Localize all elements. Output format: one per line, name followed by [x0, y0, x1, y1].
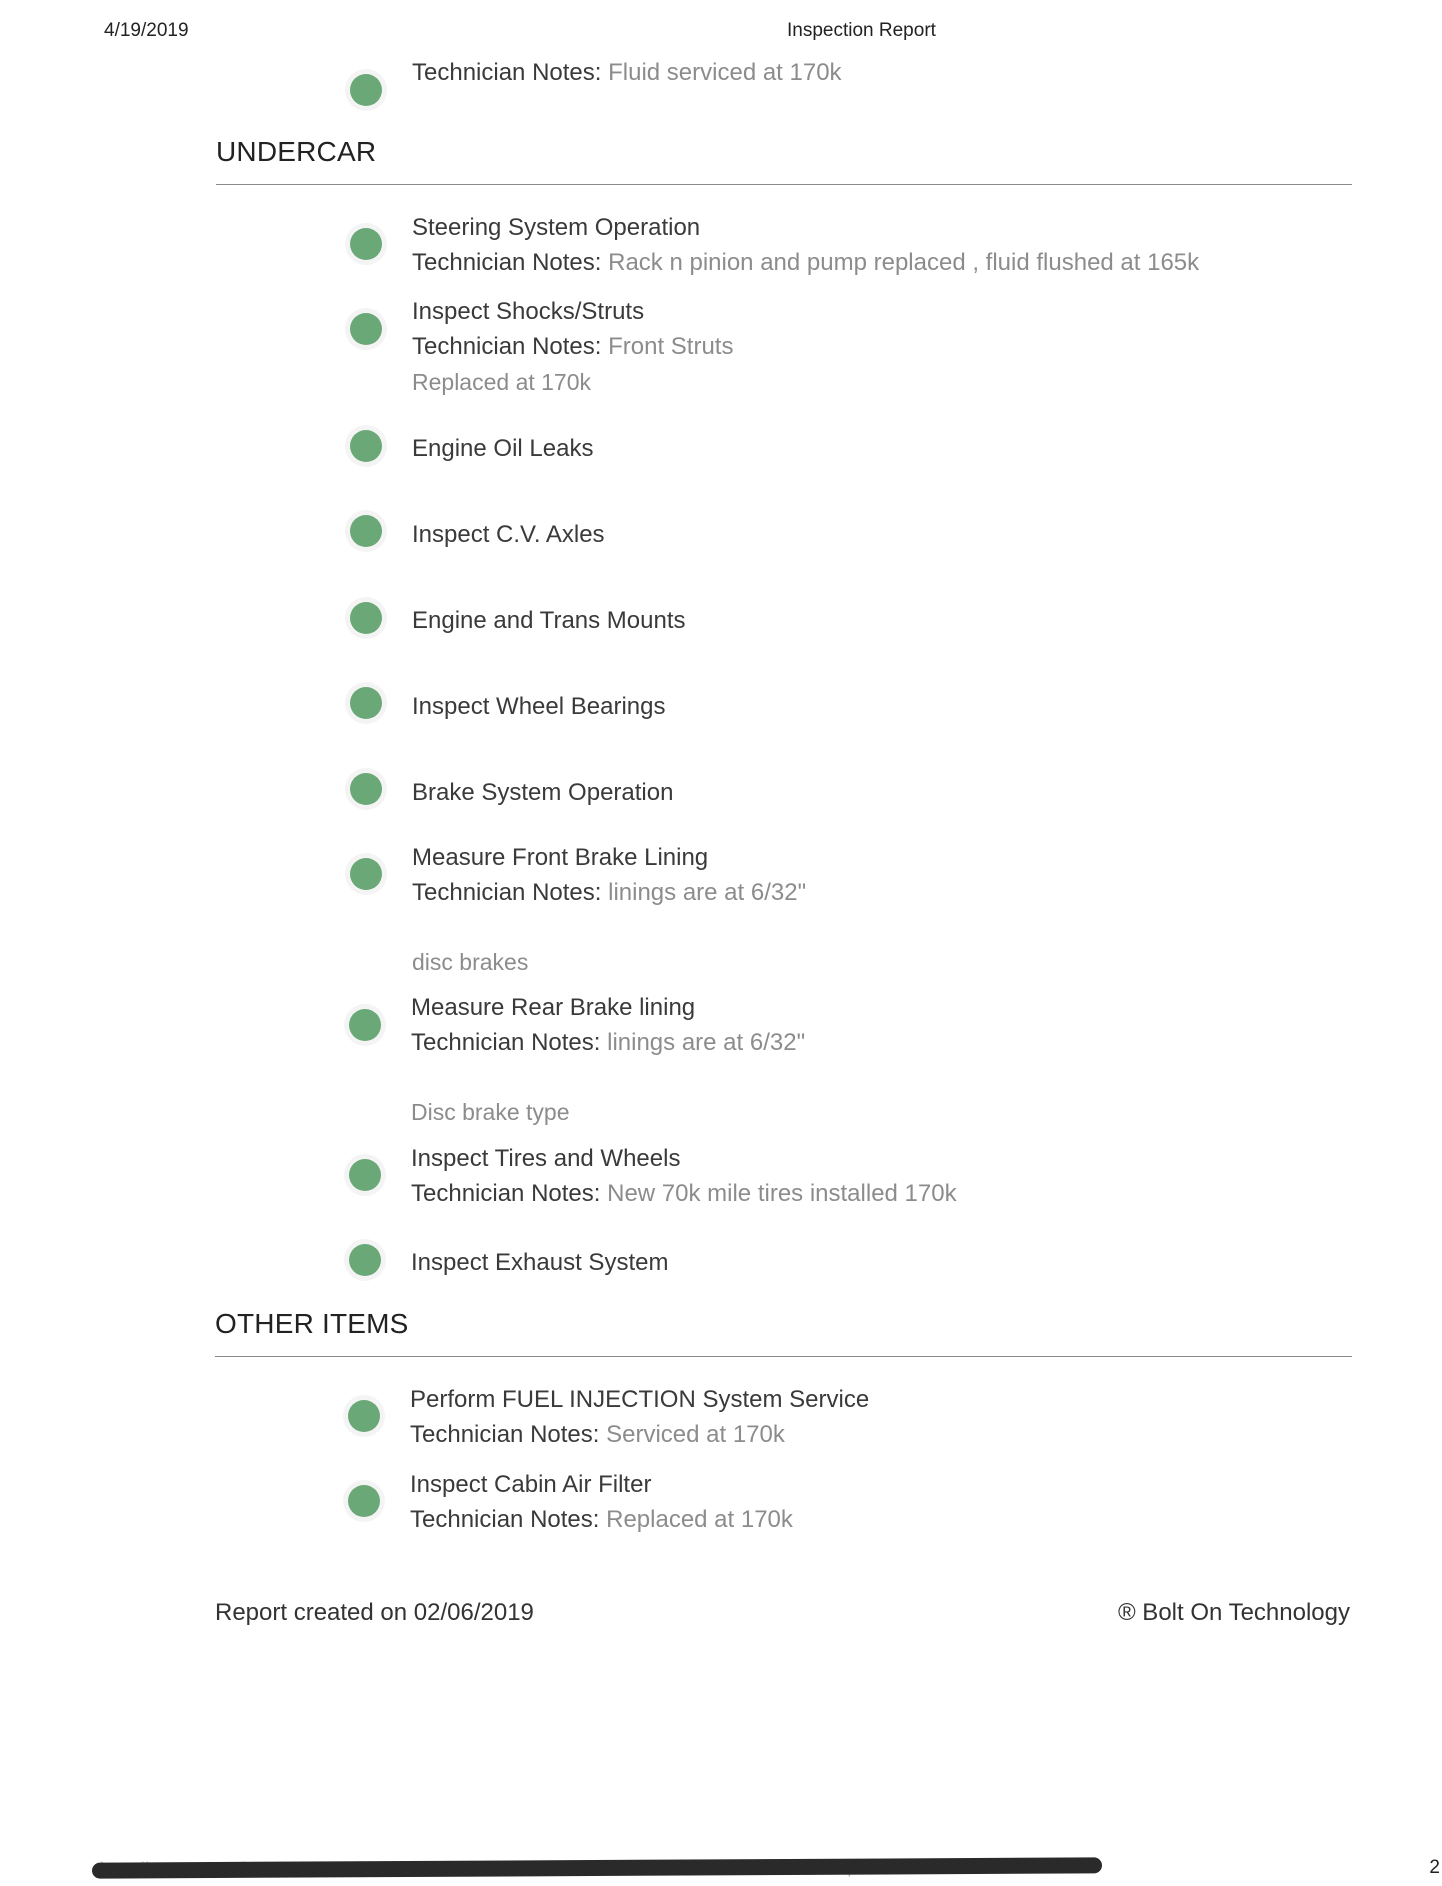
section-title-other-items: OTHER ITEMS: [215, 1308, 409, 1339]
status-dot-icon: [348, 1485, 380, 1517]
report-created-date: Report created on 02/06/2019: [215, 1599, 534, 1626]
inspection-item-title: Inspect C.V. Axles: [412, 521, 605, 548]
technician-notes-text: Front Struts: [608, 333, 734, 360]
technician-notes: [412, 249, 1199, 277]
status-dot-icon: [349, 1009, 381, 1041]
print-date: 4/19/2019: [104, 20, 189, 41]
technician-notes: [412, 879, 806, 907]
technician-notes-label: Technician Notes:: [412, 879, 602, 906]
status-dot-icon: [350, 602, 382, 634]
inspection-item-title: Inspect Wheel Bearings: [412, 693, 666, 720]
inspection-item-title: Measure Rear Brake lining: [411, 994, 696, 1021]
status-dot-icon: [350, 773, 382, 805]
technician-notes-label: Technician Notes:: [412, 59, 602, 86]
technician-notes-text: Rack n pinion and pump replaced , fluid flushed at 165k: [608, 249, 1200, 276]
status-dot-icon: [350, 515, 382, 547]
status-dot-icon: [350, 228, 382, 260]
technician-notes-label: Technician Notes:: [412, 333, 602, 360]
technician-notes-text: linings are at 6/32": [608, 879, 807, 906]
technician-notes-text: New 70k mile tires installed 170k: [607, 1180, 957, 1207]
technician-notes: [410, 1421, 785, 1449]
status-dot-icon: [350, 74, 382, 106]
technician-notes: [410, 1506, 793, 1534]
status-dot-icon: [350, 430, 382, 462]
section-divider: [215, 1356, 1352, 1357]
status-dot-icon: [350, 687, 382, 719]
technician-notes-label: Technician Notes:: [412, 249, 602, 276]
status-dot-icon: [349, 1244, 381, 1276]
technician-notes-continued: disc brakes: [412, 949, 529, 975]
inspection-item-title: Inspect Tires and Wheels: [411, 1145, 681, 1172]
inspection-item-title: Inspect Exhaust System: [411, 1249, 669, 1276]
status-dot-icon: [348, 1400, 380, 1432]
technician-notes: [412, 333, 733, 361]
technician-notes-label: Technician Notes:: [411, 1180, 601, 1207]
section-title-undercar: UNDERCAR: [216, 136, 377, 167]
inspection-item-title: Engine and Trans Mounts: [412, 607, 686, 634]
technician-notes-continued: Disc brake type: [411, 1099, 570, 1125]
technician-notes-text: Serviced at 170k: [606, 1421, 785, 1448]
inspection-item-title: Perform FUEL INJECTION System Service: [410, 1386, 870, 1413]
status-dot-icon: [350, 313, 382, 345]
section-divider: [216, 184, 1352, 185]
technician-notes-label: Technician Notes:: [411, 1029, 601, 1056]
inspection-item-title: Measure Front Brake Lining: [412, 844, 709, 871]
technician-notes: [411, 1180, 957, 1208]
brand-credit: ® Bolt On Technology: [1117, 1599, 1350, 1626]
inspection-item-title: Brake System Operation: [412, 779, 674, 806]
inspection-item-title: Inspect Shocks/Struts: [412, 298, 645, 325]
inspection-item-title: Steering System Operation: [412, 214, 701, 241]
inspection-item-title: Inspect Cabin Air Filter: [410, 1471, 652, 1498]
print-title: Inspection Report: [787, 20, 936, 41]
technician-notes-label: Technician Notes:: [410, 1421, 600, 1448]
inspection-item-title: Engine Oil Leaks: [412, 435, 594, 462]
technician-notes: [412, 59, 842, 87]
technician-notes-continued: Replaced at 170k: [412, 369, 592, 395]
status-dot-icon: [350, 858, 382, 890]
technician-notes-text: Fluid serviced at 170k: [608, 59, 842, 86]
page-number: 2: [1429, 1857, 1440, 1878]
technician-notes-label: Technician Notes:: [410, 1506, 600, 1533]
technician-notes-text: linings are at 6/32": [607, 1029, 806, 1056]
status-dot-icon: [349, 1159, 381, 1191]
technician-notes-text: Replaced at 170k: [606, 1506, 793, 1533]
technician-notes: [411, 1029, 805, 1057]
